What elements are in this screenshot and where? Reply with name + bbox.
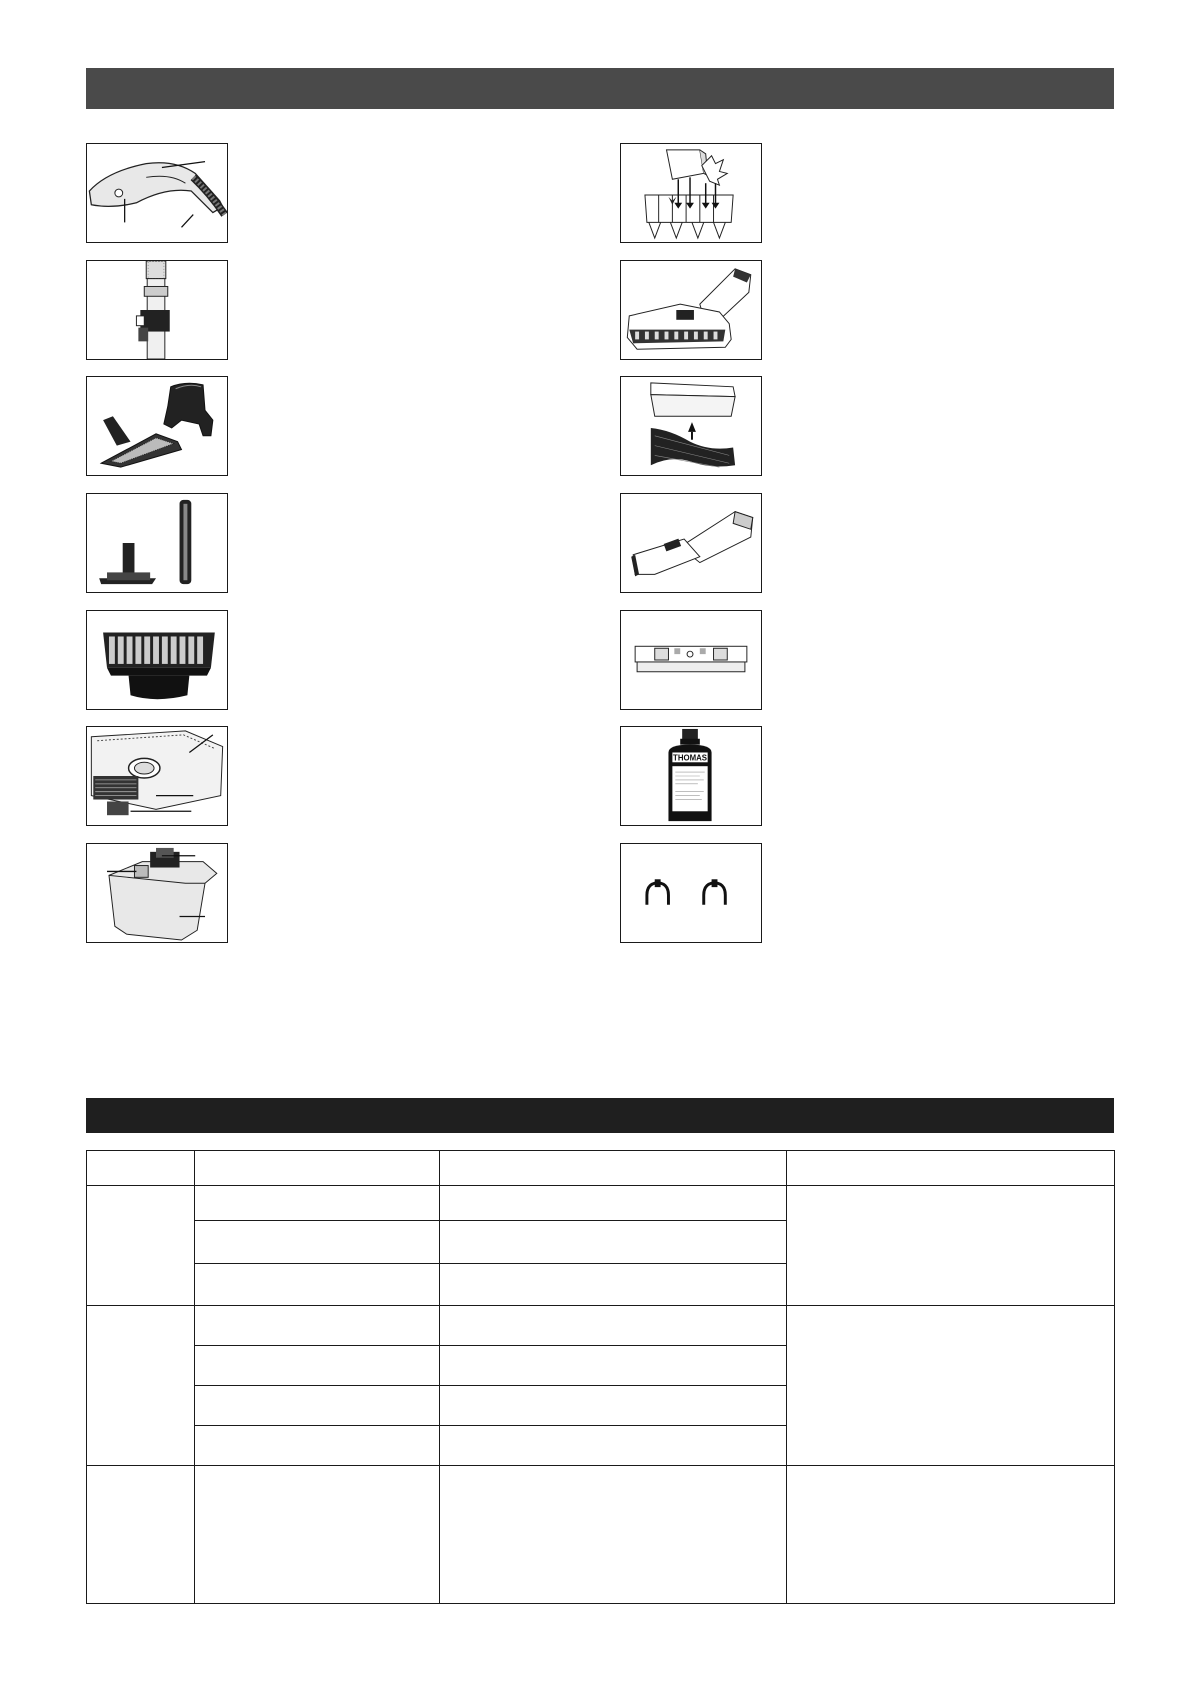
filter-insert-icon xyxy=(620,143,762,243)
table-cell xyxy=(195,1306,440,1346)
table-cell xyxy=(195,1466,440,1604)
table-cell xyxy=(195,1221,440,1264)
table-cell xyxy=(195,1426,440,1466)
table-cell xyxy=(87,1306,195,1466)
table-cell xyxy=(440,1186,787,1221)
water-filter-box-icon xyxy=(86,726,228,826)
table-cell xyxy=(440,1346,787,1386)
table-row xyxy=(87,1306,1115,1346)
table-cell xyxy=(787,1306,1115,1466)
floor-nozzle-icon xyxy=(86,376,228,476)
table-cell xyxy=(440,1466,787,1604)
handle-icon xyxy=(86,143,228,243)
table-cell xyxy=(87,1151,195,1186)
table-cell xyxy=(440,1386,787,1426)
table-cell xyxy=(787,1466,1115,1604)
table-cell xyxy=(787,1151,1115,1186)
table-row xyxy=(87,1186,1115,1221)
water-tank-icon xyxy=(86,843,228,943)
table-header-row xyxy=(87,1151,1115,1186)
tube-clip-icon xyxy=(86,260,228,360)
table-cell xyxy=(440,1426,787,1466)
table-cell xyxy=(87,1186,195,1306)
table-cell xyxy=(195,1151,440,1186)
table-row xyxy=(87,1466,1115,1604)
adapter-icon xyxy=(620,610,762,710)
table-cell xyxy=(195,1386,440,1426)
table-cell xyxy=(195,1346,440,1386)
table-cell xyxy=(440,1151,787,1186)
upholstery-spray-nozzle-icon xyxy=(620,493,762,593)
table-cell xyxy=(787,1186,1115,1306)
table-cell xyxy=(87,1466,195,1604)
wiper-strip-icon xyxy=(620,376,762,476)
table-cell xyxy=(440,1306,787,1346)
hepa-filter-icon xyxy=(86,610,228,710)
table-cell xyxy=(440,1221,787,1264)
spray-nozzle-icon xyxy=(620,260,762,360)
section-header-bar-bottom xyxy=(86,1098,1114,1133)
section-header-bar-top xyxy=(86,68,1114,109)
table-cell xyxy=(440,1264,787,1306)
spec-table xyxy=(86,1150,1115,1604)
table-cell xyxy=(195,1264,440,1306)
thomas-cleaning-liquid-icon xyxy=(620,726,762,826)
bottle-brand-label: THOMAS xyxy=(673,753,707,763)
hooks-icon xyxy=(620,843,762,943)
table-cell xyxy=(195,1186,440,1221)
upholstery-crevice-nozzles-icon xyxy=(86,493,228,593)
